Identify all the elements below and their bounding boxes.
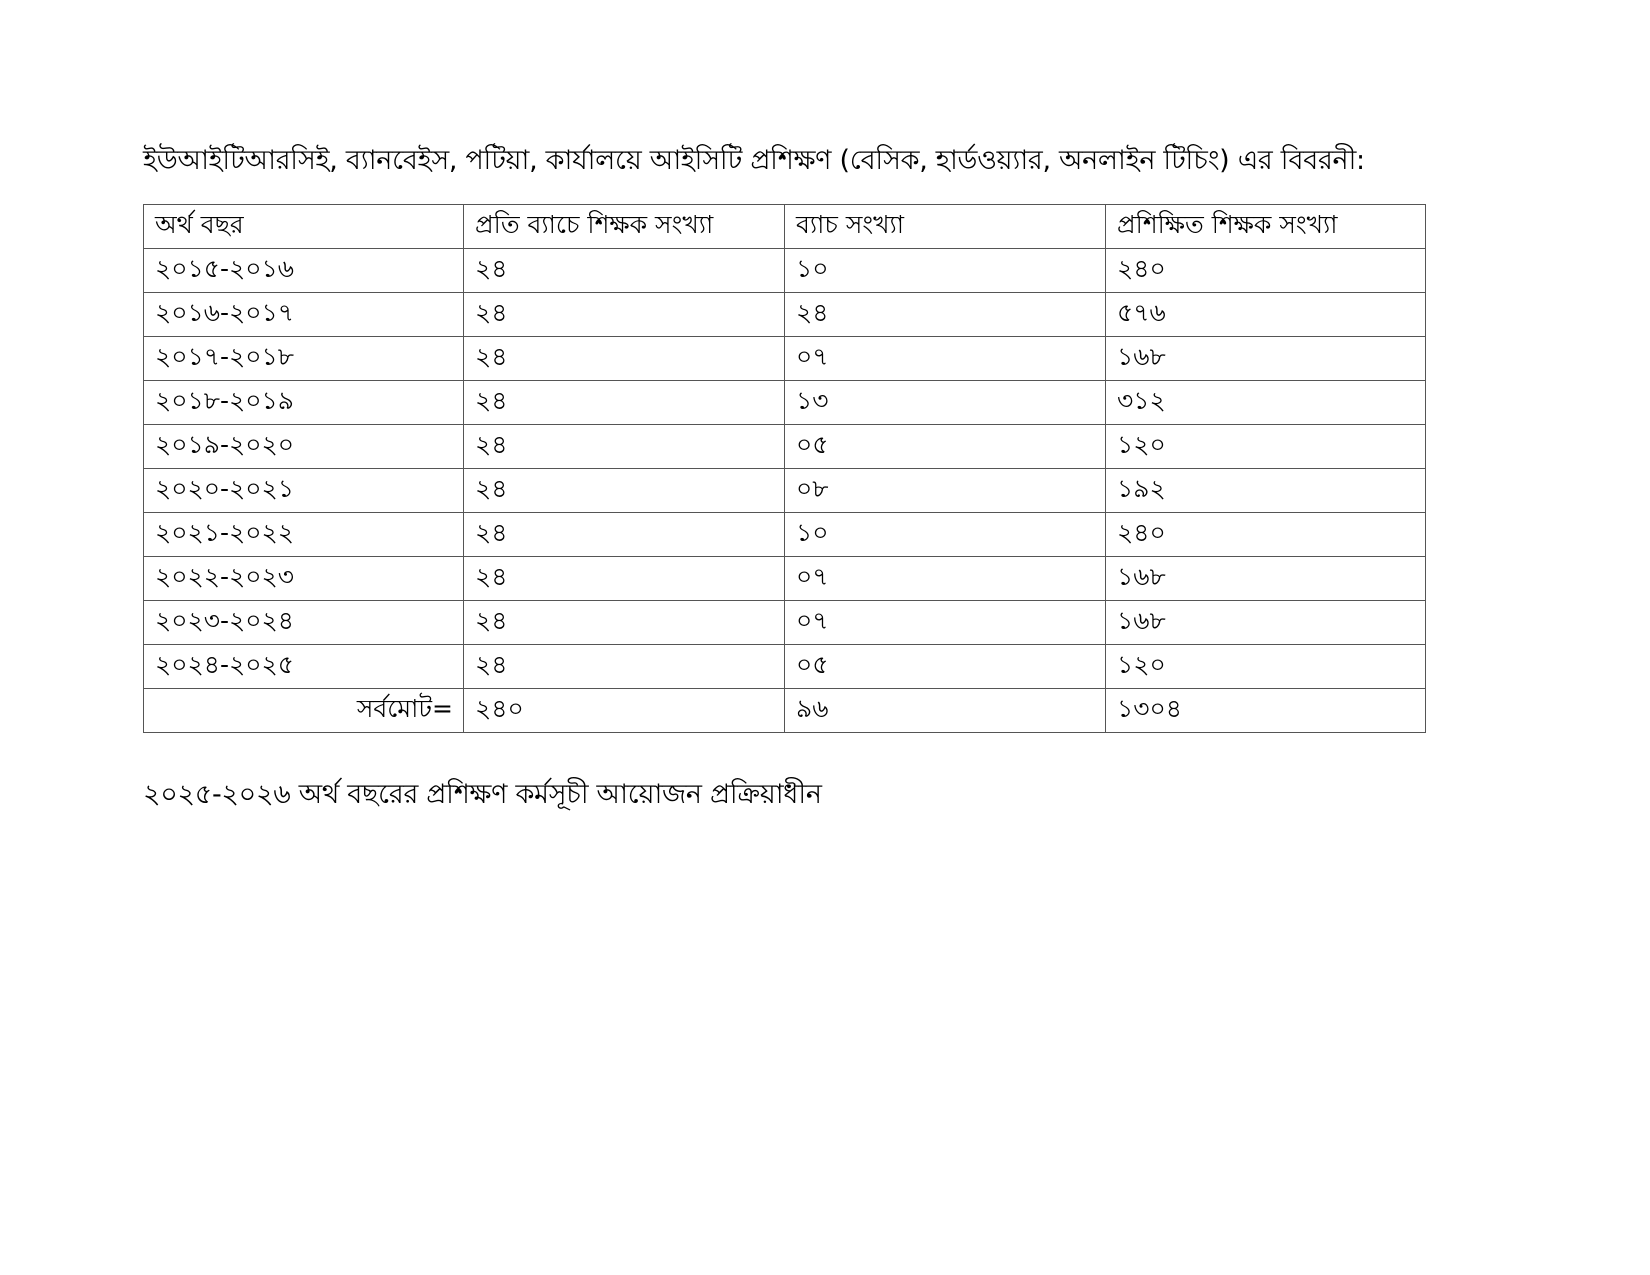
table-row (144, 425, 1426, 469)
header-teachers-per-batch: প্রতি ব্যাচে শিক্ষক সংখ্যা (464, 205, 785, 249)
table-row (144, 249, 1426, 293)
table-row (144, 381, 1426, 425)
table-row (144, 645, 1426, 689)
cell-teachers-per-batch: ২৪ (464, 469, 785, 513)
cell-teachers-per-batch: ২৪ (464, 513, 785, 557)
header-trained-teachers: প্রশিক্ষিত শিক্ষক সংখ্যা (1106, 205, 1426, 249)
cell-fiscal-year: ২০২৪-২০২৫ (144, 645, 464, 689)
table-header-row (144, 205, 1426, 249)
document-title: ইউআইটিআরসিই, ব্যানবেইস, পটিয়া, কার্যালয়ে আইসিটি প্রশিক্ষণ (বেসিক, হার্ডওয়্যার, অনলাইন টিচিং) এর বিবরনী: (143, 145, 1365, 176)
total-label: সর্বমোট= (144, 689, 464, 733)
cell-teachers-per-batch: ২৪ (464, 381, 785, 425)
cell-teachers-per-batch: ২৪ (464, 249, 785, 293)
cell-trained-teachers: ১৬৮ (1106, 557, 1426, 601)
cell-fiscal-year: ২০২২-২০২৩ (144, 557, 464, 601)
cell-fiscal-year: ২০১৬-২০১৭ (144, 293, 464, 337)
header-fiscal-year: অর্থ বছর (144, 205, 464, 249)
cell-batch-count: ০৭ (785, 601, 1106, 645)
cell-batch-count: ০৮ (785, 469, 1106, 513)
cell-batch-count: ২৪ (785, 293, 1106, 337)
total-batch-count: ৯৬ (785, 689, 1106, 733)
cell-trained-teachers: ১৯২ (1106, 469, 1426, 513)
cell-fiscal-year: ২০১৮-২০১৯ (144, 381, 464, 425)
cell-trained-teachers: ১৬৮ (1106, 601, 1426, 645)
cell-trained-teachers: ৩১২ (1106, 381, 1426, 425)
cell-fiscal-year: ২০১৭-২০১৮ (144, 337, 464, 381)
table-total-row (144, 689, 1426, 733)
cell-trained-teachers: ২৪০ (1106, 249, 1426, 293)
total-teachers-per-batch: ২৪০ (464, 689, 785, 733)
cell-teachers-per-batch: ২৪ (464, 601, 785, 645)
cell-batch-count: ১৩ (785, 381, 1106, 425)
cell-trained-teachers: ৫৭৬ (1106, 293, 1426, 337)
cell-trained-teachers: ১৬৮ (1106, 337, 1426, 381)
table-row (144, 513, 1426, 557)
cell-fiscal-year: ২০২৩-২০২৪ (144, 601, 464, 645)
cell-fiscal-year: ২০২১-২০২২ (144, 513, 464, 557)
cell-batch-count: ০৭ (785, 557, 1106, 601)
cell-fiscal-year: ২০২০-২০২১ (144, 469, 464, 513)
total-trained-teachers: ১৩০৪ (1106, 689, 1426, 733)
table-row (144, 337, 1426, 381)
cell-fiscal-year: ২০১৯-২০২০ (144, 425, 464, 469)
cell-teachers-per-batch: ২৪ (464, 557, 785, 601)
cell-trained-teachers: ১২০ (1106, 425, 1426, 469)
header-batch-count: ব্যাচ সংখ্যা (785, 205, 1106, 249)
table-row (144, 601, 1426, 645)
footer-note: ২০২৫-২০২৬ অর্থ বছরের প্রশিক্ষণ কর্মসূচী আয়োজন প্রক্রিয়াধীন (143, 779, 822, 810)
cell-teachers-per-batch: ২৪ (464, 425, 785, 469)
cell-batch-count: ০৫ (785, 425, 1106, 469)
cell-teachers-per-batch: ২৪ (464, 293, 785, 337)
cell-teachers-per-batch: ২৪ (464, 337, 785, 381)
cell-batch-count: ০৭ (785, 337, 1106, 381)
cell-batch-count: ১০ (785, 249, 1106, 293)
cell-batch-count: ০৫ (785, 645, 1106, 689)
table-row (144, 293, 1426, 337)
cell-trained-teachers: ২৪০ (1106, 513, 1426, 557)
cell-teachers-per-batch: ২৪ (464, 645, 785, 689)
training-summary-table (143, 204, 1426, 733)
table-row (144, 557, 1426, 601)
cell-batch-count: ১০ (785, 513, 1106, 557)
table-row (144, 469, 1426, 513)
cell-fiscal-year: ২০১৫-২০১৬ (144, 249, 464, 293)
cell-trained-teachers: ১২০ (1106, 645, 1426, 689)
